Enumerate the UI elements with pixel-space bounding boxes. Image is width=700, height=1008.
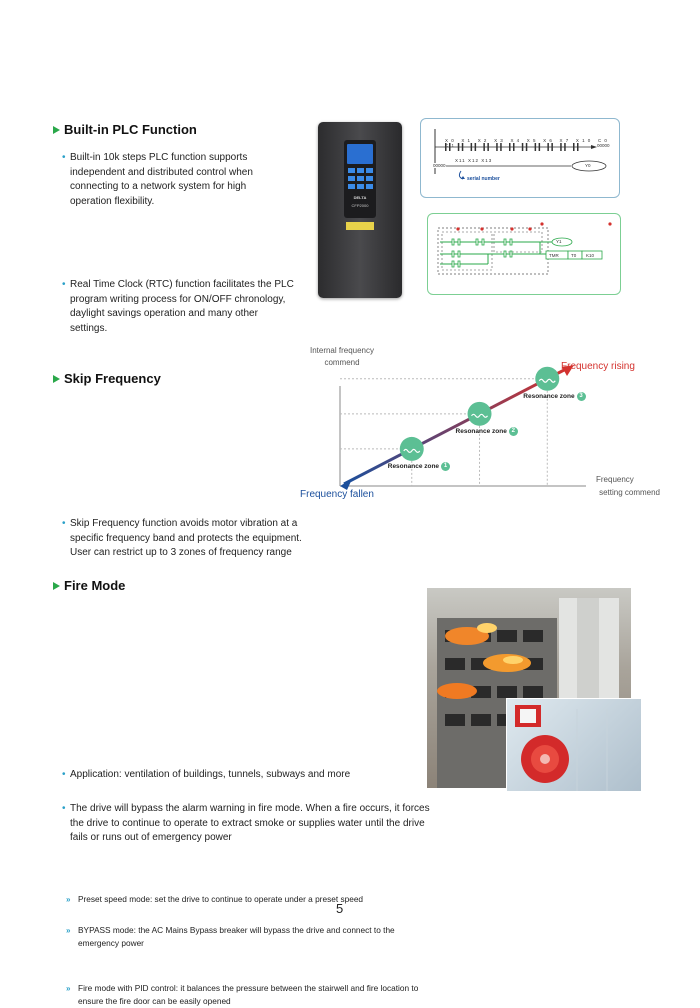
- skip-frequency-chart: [296, 340, 666, 510]
- drive-keypad: [344, 140, 376, 218]
- plc-heading: [53, 122, 197, 137]
- drive-model-label: CFP2000: [351, 203, 369, 208]
- resonance-zone-label: Resonance zone 2: [456, 427, 518, 436]
- y-axis-label: Internal frequency commend: [309, 346, 375, 367]
- fire-title: Fire Mode: [64, 578, 126, 593]
- square-bullet-icon: •: [62, 803, 66, 814]
- triangle-bullet-icon: [53, 126, 60, 134]
- frequency-rising-label: Frequency rising: [561, 361, 635, 372]
- skip-bullet: • Skip Frequency function avoids motor vibration at a specific frequency band and protects the equipment. User can restrict up to 3 zones of frequency range: [62, 518, 302, 558]
- plc-title: Built-in PLC Function: [64, 122, 197, 137]
- resonance-zone-label: Resonance zone 3: [523, 392, 585, 401]
- resonance-zone-label: Resonance zone 1: [388, 462, 450, 471]
- fire-heading: [53, 578, 125, 593]
- fire-alarm-image: [506, 698, 642, 792]
- double-chevron-icon: »: [66, 925, 71, 935]
- fire-sub-bullet-3: » Fire mode with PID control: it balances the pressure between the stairwell and fire location to ensure the fire door can be easily opened: [66, 982, 419, 1006]
- ladder-diagram-1: [420, 118, 620, 198]
- skip-title: Skip Frequency: [64, 371, 161, 386]
- resonance-zone-marker: [535, 367, 559, 391]
- drive-display: [347, 144, 373, 164]
- ladder2-k10: K10: [586, 253, 595, 258]
- page-number: 5: [336, 901, 344, 916]
- fire-alarm-svg: [507, 699, 641, 791]
- fire-bullet-1: • Application: ventilation of buildings, tunnels, subways and more: [62, 768, 430, 783]
- fire-bullet-2: • The drive will bypass the alarm warning in fire mode. When a fire occurs, it forces the drive to continue to operate to extract smoke or supplies water until the drive fails or runs out of emergency power: [62, 803, 430, 843]
- zone-number-badge: 1: [441, 462, 450, 471]
- ladder-diagram-2: [427, 213, 621, 295]
- ladder-step-left: 00000: [433, 163, 446, 168]
- drive-brand-logo: DELTA: [353, 195, 367, 200]
- ladder-step-right: 00000: [597, 143, 610, 148]
- ladder-row2-labels: X11 X12 X13: [455, 158, 493, 163]
- square-bullet-icon: •: [62, 279, 66, 290]
- fire-sub-bullet-1: » Preset speed mode: set the drive to continue to operate under a preset speed: [66, 893, 364, 904]
- zone-number-badge: 3: [577, 392, 586, 401]
- square-bullet-icon: •: [62, 768, 66, 780]
- plc-bullet-1: • Built-in 10k steps PLC function supports independent and distributed control when connecting to a network system for high operation flexibility.: [62, 152, 253, 207]
- ladder2-t0: T0: [571, 253, 577, 258]
- skip-heading: [53, 371, 161, 386]
- triangle-bullet-icon: [53, 375, 60, 383]
- square-bullet-icon: •: [62, 518, 66, 529]
- ac-drive-image: [318, 122, 402, 298]
- double-chevron-icon: »: [66, 983, 71, 993]
- fire-sub-bullet-2: » BYPASS mode: the AC Mains Bypass breaker will bypass the drive and connect to the emergency power: [66, 924, 395, 948]
- zone-number-badge: 2: [509, 427, 518, 436]
- square-bullet-icon: •: [62, 152, 66, 163]
- x-axis-label: Frequency setting commend: [596, 475, 660, 497]
- plc-bullet-2: • Real Time Clock (RTC) function facilitates the PLC program writing process for ON/OFF chronology, daylight savings operation and many other settings.: [62, 279, 294, 334]
- ladder2-coil-y1: Y1: [556, 239, 562, 244]
- resonance-zone-marker: [468, 402, 492, 426]
- triangle-bullet-icon: [53, 582, 60, 590]
- warning-label: [346, 222, 374, 230]
- serial-number-label: serial number: [467, 176, 500, 182]
- ladder-row1-labels: X0 X1 X2 X3 X4 X5 X6 X7 X10 C0 C1: [445, 138, 611, 148]
- ladder-coil-y0: Y0: [585, 163, 591, 168]
- double-chevron-icon: »: [66, 894, 71, 904]
- resonance-zone-marker: [400, 437, 424, 461]
- ladder-svg-1: [421, 119, 619, 197]
- frequency-fallen-label: Frequency fallen: [300, 489, 374, 500]
- ladder2-tmr: TMR: [549, 253, 559, 258]
